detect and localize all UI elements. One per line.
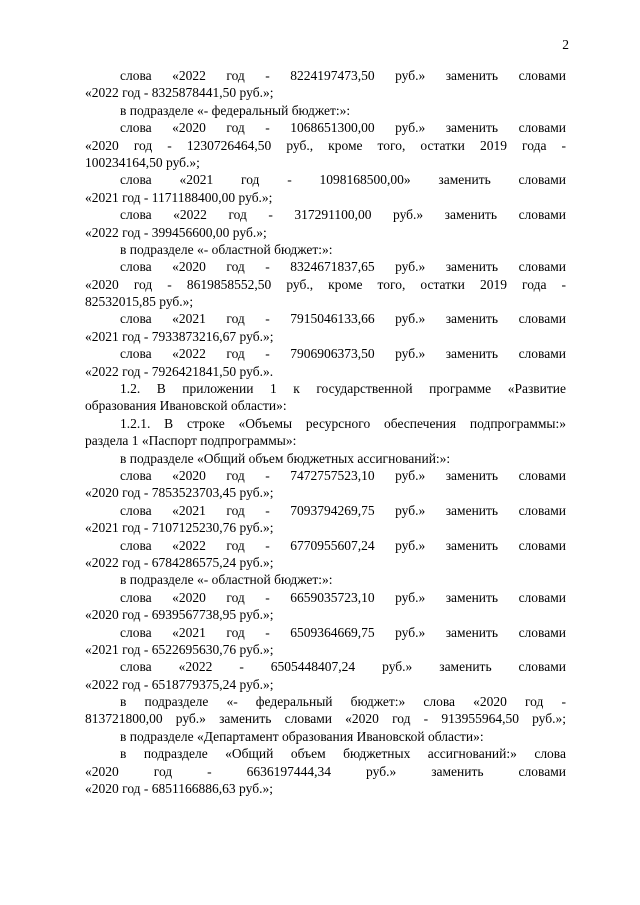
text-line: «2020 год - 7853523703,45 руб.»; xyxy=(85,485,274,501)
text-line: 1.2.1. В строке «Объемы ресурсного обеспечения подпрограммы:» xyxy=(120,415,566,431)
text-line: «2022 год - 399456600,00 руб.»; xyxy=(85,224,267,240)
text-line: слова «2021 год - 6509364669,75 руб.» заменить словами xyxy=(120,624,566,640)
text-line: «2020 год - 1230726464,50 руб., кроме того, остатки 2019 года - xyxy=(85,137,566,153)
text-line: «2021 год - 6522695630,76 руб.»; xyxy=(85,641,274,657)
text-line: в подразделе «- федеральный бюджет:»: xyxy=(120,102,351,118)
text-line: образования Ивановской области»: xyxy=(85,398,287,414)
text-line: слова «2021 год - 1098168500,00» заменить словами xyxy=(120,172,566,188)
text-line: «2022 год - 8325878441,50 руб.»; xyxy=(85,85,274,101)
text-line: слова «2020 год - 7472757523,10 руб.» заменить словами xyxy=(120,467,566,483)
text-line: слова «2021 год - 7915046133,66 руб.» заменить словами xyxy=(120,311,566,327)
document-body xyxy=(85,67,566,797)
text-line: в подразделе «- федеральный бюджет:» слова «2020 год - xyxy=(120,694,566,710)
text-line: «2021 год - 7933873216,67 руб.»; xyxy=(85,328,274,344)
text-line: слова «2021 год - 7093794269,75 руб.» заменить словами xyxy=(120,502,566,518)
text-line: «2022 год - 6784286575,24 руб.»; xyxy=(85,554,274,570)
text-line: слова «2022 год - 7906906373,50 руб.» заменить словами xyxy=(120,346,566,362)
text-line: 1.2. В приложении 1 к государственной программе «Развитие xyxy=(120,381,566,397)
text-line: 100234164,50 руб.»; xyxy=(85,154,200,170)
text-line: «2021 год - 1171188400,00 руб.»; xyxy=(85,189,273,205)
text-line: в подразделе «Департамент образования Ивановской области»: xyxy=(120,728,484,744)
text-line: «2022 год - 7926421841,50 руб.». xyxy=(85,363,274,379)
text-line: раздела 1 «Паспорт подпрограммы»: xyxy=(85,433,297,449)
text-line: в подразделе «- областной бюджет:»: xyxy=(120,241,333,257)
text-line: слова «2022 год - 317291100,00 руб.» заменить словами xyxy=(120,207,566,223)
text-line: слова «2022 год - 8224197473,50 руб.» заменить словами xyxy=(120,68,566,83)
text-line: слова «2020 год - 8324671837,65 руб.» заменить словами xyxy=(120,259,566,275)
text-line: слова «2020 год - 6659035723,10 руб.» заменить словами xyxy=(120,589,566,605)
text-line: в подразделе «- областной бюджет:»: xyxy=(120,572,333,588)
text-line: «2020 год - 6851166886,63 руб.»; xyxy=(85,781,273,797)
text-line: «2020 год - 8619858552,50 руб., кроме того, остатки 2019 года - xyxy=(85,276,566,292)
page-number: 2 xyxy=(562,37,569,52)
text-line: слова «2022 - 6505448407,24 руб.» заменить словами xyxy=(120,659,566,675)
text-line: в подразделе «Общий объем бюджетных ассигнований:» слова xyxy=(120,746,566,762)
text-line: «2020 год - 6939567738,95 руб.»; xyxy=(85,607,274,623)
text-line: «2021 год - 7107125230,76 руб.»; xyxy=(85,520,274,536)
text-line: «2022 год - 6518779375,24 руб.»; xyxy=(85,676,274,692)
text-line: в подразделе «Общий объем бюджетных ассигнований:»: xyxy=(120,450,451,466)
text-line: «2020 год - 6636197444,34 руб.» заменить словами xyxy=(85,763,566,779)
text-line: слова «2020 год - 1068651300,00 руб.» заменить словами xyxy=(120,120,566,136)
text-line: 813721800,00 руб.» заменить словами «2020 год - 913955964,50 руб.»; xyxy=(85,711,566,727)
text-line: 82532015,85 руб.»; xyxy=(85,294,194,310)
text-line: слова «2022 год - 6770955607,24 руб.» заменить словами xyxy=(120,537,566,553)
